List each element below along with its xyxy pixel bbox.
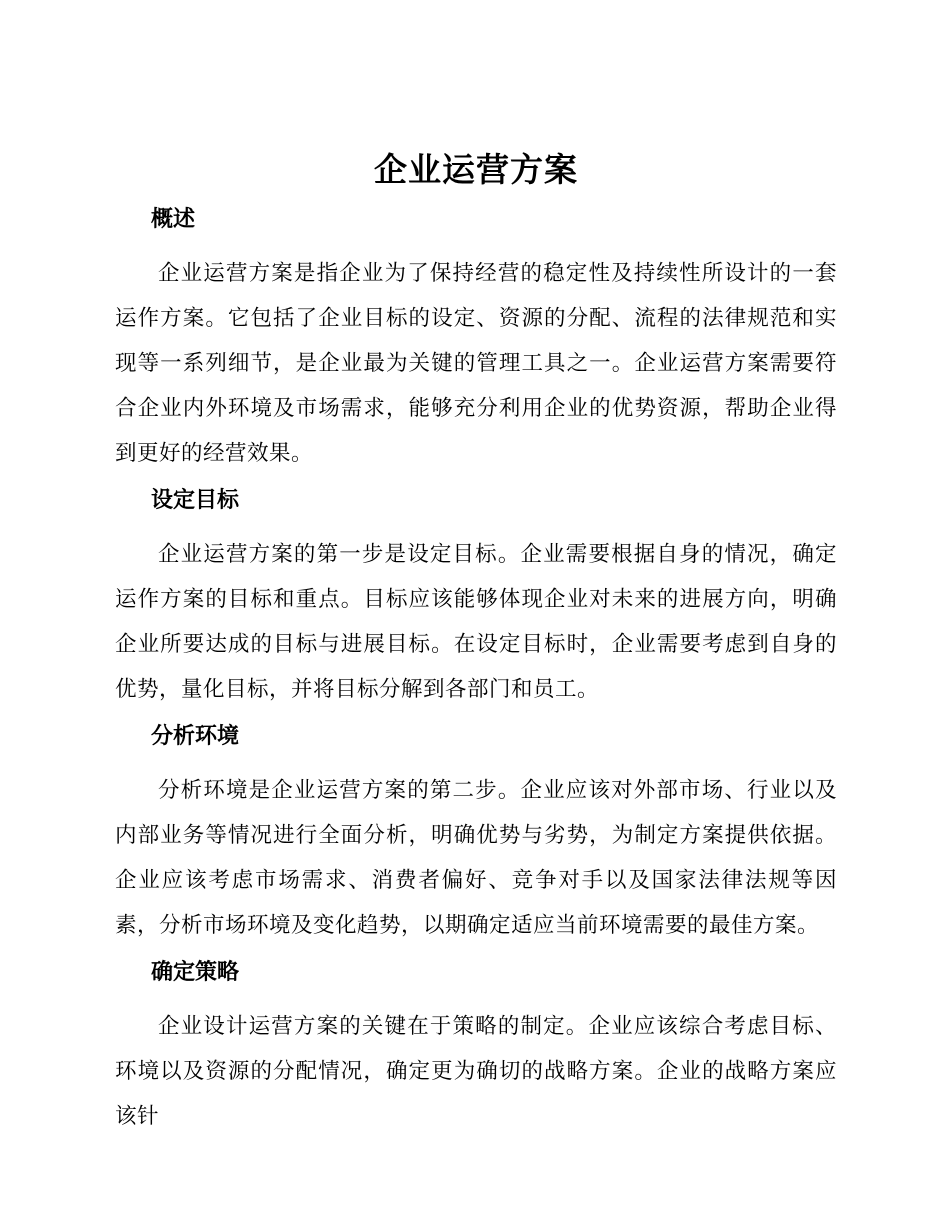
section-analyze-environment (115, 713, 837, 948)
section-overview (115, 196, 837, 476)
section-heading-set-goals: 设定目标 (151, 487, 240, 512)
section-paragraph-analyze-environment: 分析环境是企业运营方案的第二步。企业应该对外部市场、行业以及内部业务等情况进行全面分析，明确优势与劣势，为制定方案提供依据。企业应该考虑市场需求、消费者偏好、竞争对手以及国家法律法规等因素，分析市场环境及变化趋势，以期确定适应当前环境需要的最佳方案。 (115, 778, 837, 937)
section-paragraph-set-goals: 企业运营方案的第一步是设定目标。企业需要根据自身的情况，确定运作方案的目标和重点。目标应该能够体现企业对未来的进展方向，明确企业所要达成的目标与进展目标。在设定目标时，企业需要考虑到自身的优势，量化目标，并将目标分解到各部门和员工。 (115, 542, 837, 701)
document-title: 企业运营方案 (374, 151, 578, 188)
section-heading-analyze-environment: 分析环境 (151, 723, 240, 748)
section-heading-overview: 概述 (151, 206, 196, 231)
section-paragraph-overview: 企业运营方案是指企业为了保持经营的稳定性及持续性所设计的一套运作方案。它包括了企业目标的设定、资源的分配、流程的法律规范和实现等一系列细节，是企业最为关键的管理工具之一。企业运营方案需要符合企业内外环境及市场需求，能够充分利用企业的优势资源，帮助企业得到更好的经营效果。 (115, 261, 837, 465)
section-determine-strategy (115, 949, 837, 1139)
section-heading-determine-strategy: 确定策略 (151, 959, 240, 984)
section-paragraph-determine-strategy: 企业设计运营方案的关键在于策略的制定。企业应该综合考虑目标、环境以及资源的分配情况，确定更为确切的战略方案。企业的战略方案应该针 (115, 1014, 837, 1128)
section-set-goals (115, 477, 837, 712)
